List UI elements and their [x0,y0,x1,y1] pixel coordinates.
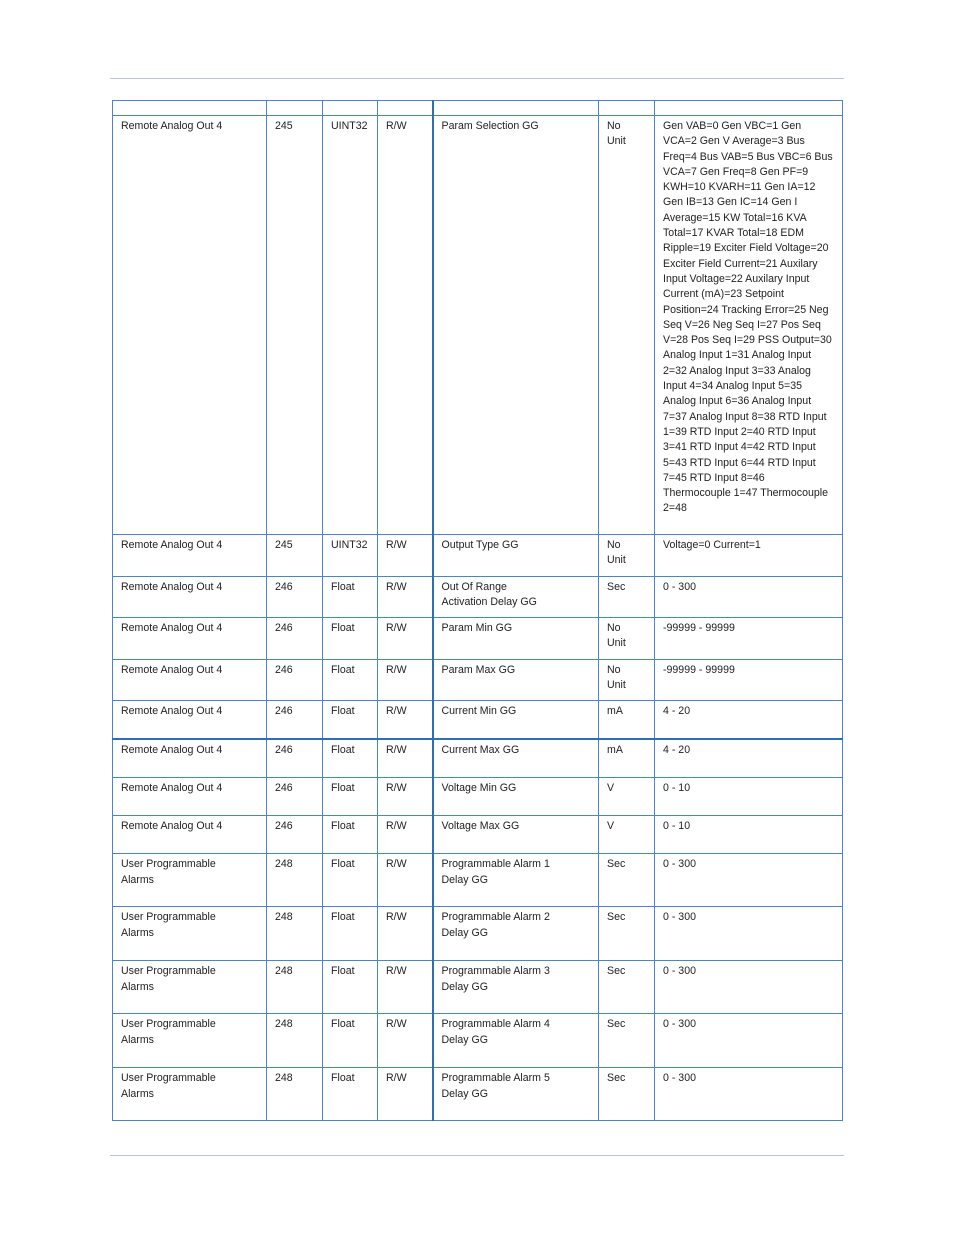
cell-parameter-name: Current Max GG [433,739,599,778]
cell-function: Remote Analog Out 4 [113,659,267,701]
cell-range: 0 - 300 [655,961,843,1014]
cell-register: 245 [267,535,323,577]
cell-parameter-name: Programmable Alarm 2 Delay GG [433,907,599,961]
cell-range: 0 - 10 [655,778,843,816]
cell-range: 4 - 20 [655,701,843,740]
table-row [113,576,843,618]
cell-register: 246 [267,659,323,701]
cell-register: 248 [267,1014,323,1068]
header-cell [113,101,267,116]
cell-parameter-name: Programmable Alarm 5 Delay GG [433,1068,599,1121]
cell-access: R/W [378,659,433,701]
cell-parameter-name: Param Selection GG [433,116,599,535]
cell-range: 0 - 300 [655,1068,843,1121]
cell-register: 248 [267,854,323,907]
cell-register: 246 [267,701,323,740]
cell-register: 248 [267,907,323,961]
cell-access: R/W [378,576,433,618]
header-cell [323,101,378,116]
cell-data-type: UINT32 [323,116,378,535]
table-row [113,618,843,660]
cell-function: Remote Analog Out 4 [113,739,267,778]
cell-register: 246 [267,739,323,778]
cell-function: Remote Analog Out 4 [113,618,267,660]
cell-parameter-name: Param Max GG [433,659,599,701]
cell-parameter-name: Voltage Min GG [433,778,599,816]
header-cell [378,101,433,116]
cell-parameter-name: Programmable Alarm 4 Delay GG [433,1014,599,1068]
cell-data-type: Float [323,816,378,854]
cell-function: User Programmable Alarms [113,1068,267,1121]
cell-units: No Unit [599,659,655,701]
cell-parameter-name: Programmable Alarm 1 Delay GG [433,854,599,907]
cell-range: 4 - 20 [655,739,843,778]
cell-access: R/W [378,1014,433,1068]
cell-parameter-name: Out Of Range Activation Delay GG [433,576,599,618]
cell-units: No Unit [599,116,655,535]
cell-data-type: Float [323,778,378,816]
cell-parameter-name: Output Type GG [433,535,599,577]
header-cell [599,101,655,116]
cell-register: 246 [267,778,323,816]
cell-units: Sec [599,576,655,618]
cell-data-type: Float [323,854,378,907]
cell-units: mA [599,701,655,740]
cell-units: V [599,816,655,854]
table-row [113,1014,843,1068]
cell-range: 0 - 300 [655,907,843,961]
cell-function: User Programmable Alarms [113,1014,267,1068]
cell-data-type: Float [323,1014,378,1068]
header-cell [433,101,599,116]
cell-data-type: UINT32 [323,535,378,577]
cell-register: 246 [267,618,323,660]
cell-range: 0 - 300 [655,576,843,618]
header-cell [655,101,843,116]
header-rule [110,78,844,79]
cell-units: Sec [599,961,655,1014]
cell-access: R/W [378,116,433,535]
cell-access: R/W [378,701,433,740]
cell-units: Sec [599,854,655,907]
table-row [113,961,843,1014]
cell-data-type: Float [323,618,378,660]
cell-register: 245 [267,116,323,535]
table-row [113,535,843,577]
cell-function: Remote Analog Out 4 [113,816,267,854]
cell-access: R/W [378,1068,433,1121]
cell-range: 0 - 10 [655,816,843,854]
cell-function: User Programmable Alarms [113,907,267,961]
cell-units: No Unit [599,618,655,660]
cell-data-type: Float [323,907,378,961]
cell-units: V [599,778,655,816]
cell-function: Remote Analog Out 4 [113,116,267,535]
cell-data-type: Float [323,701,378,740]
cell-access: R/W [378,854,433,907]
cell-access: R/W [378,618,433,660]
cell-function: User Programmable Alarms [113,961,267,1014]
modbus-register-table [112,100,843,1121]
cell-register: 246 [267,576,323,618]
cell-parameter-name: Programmable Alarm 3 Delay GG [433,961,599,1014]
table-header-row [113,101,843,116]
cell-data-type: Float [323,659,378,701]
table-row [113,1068,843,1121]
cell-range: Voltage=0 Current=1 [655,535,843,577]
cell-units: No Unit [599,535,655,577]
cell-parameter-name: Voltage Max GG [433,816,599,854]
cell-register: 248 [267,1068,323,1121]
cell-register: 248 [267,961,323,1014]
cell-units: mA [599,739,655,778]
cell-access: R/W [378,778,433,816]
table-row [113,659,843,701]
cell-parameter-name: Param Min GG [433,618,599,660]
cell-function: User Programmable Alarms [113,854,267,907]
cell-access: R/W [378,907,433,961]
cell-range: Gen VAB=0 Gen VBC=1 Gen VCA=2 Gen V Average=3 Bus Freq=4 Bus VAB=5 Bus VBC=6 Bus VCA=7 Gen Freq=8 Gen PF=9 KWH=10 KVARH=11 Gen IA=12 Gen IB=13 Gen IC=14 Gen I Average=15 KW Total=16 KVA Total=17 KVAR Total=18 EDM Ripple=19 Exciter Field Voltage=20 Exciter Field Current=21 Auxilary Input Voltage=22 Auxilary Input Current (mA)=23 Setpoint Position=24 Tracking Error=25 Neg Seq V=26 Neg Seq I=27 Pos Seq V=28 Pos Seq I=29 PSS Output=30 Analog Input 1=31 Analog Input 2=32 Analog Input 3=33 Analog Input 4=34 Analog Input 5=35 Analog Input 6=36 Analog Input 7=37 Analog Input 8=38 RTD Input 1=39 RTD Input 2=40 RTD Input 3=41 RTD Input 4=42 RTD Input 5=43 RTD Input 6=44 RTD Input 7=45 RTD Input 8=46 Thermocouple 1=47 Thermocouple 2=48 [655,116,843,535]
header-cell [267,101,323,116]
cell-range: -99999 - 99999 [655,659,843,701]
table-row [113,778,843,816]
cell-units: Sec [599,1014,655,1068]
cell-function: Remote Analog Out 4 [113,576,267,618]
cell-function: Remote Analog Out 4 [113,535,267,577]
table-row [113,907,843,961]
cell-access: R/W [378,535,433,577]
cell-access: R/W [378,961,433,1014]
cell-units: Sec [599,907,655,961]
cell-range: 0 - 300 [655,854,843,907]
cell-parameter-name: Current Min GG [433,701,599,740]
cell-access: R/W [378,739,433,778]
cell-function: Remote Analog Out 4 [113,701,267,740]
cell-register: 246 [267,816,323,854]
cell-data-type: Float [323,961,378,1014]
cell-range: 0 - 300 [655,1014,843,1068]
cell-data-type: Float [323,576,378,618]
footer-rule [110,1155,844,1156]
cell-range: -99999 - 99999 [655,618,843,660]
table-row [113,116,843,535]
table-row [113,739,843,778]
cell-data-type: Float [323,1068,378,1121]
table-row [113,816,843,854]
cell-data-type: Float [323,739,378,778]
table-row [113,854,843,907]
cell-access: R/W [378,816,433,854]
cell-units: Sec [599,1068,655,1121]
cell-function: Remote Analog Out 4 [113,778,267,816]
table-row [113,701,843,740]
